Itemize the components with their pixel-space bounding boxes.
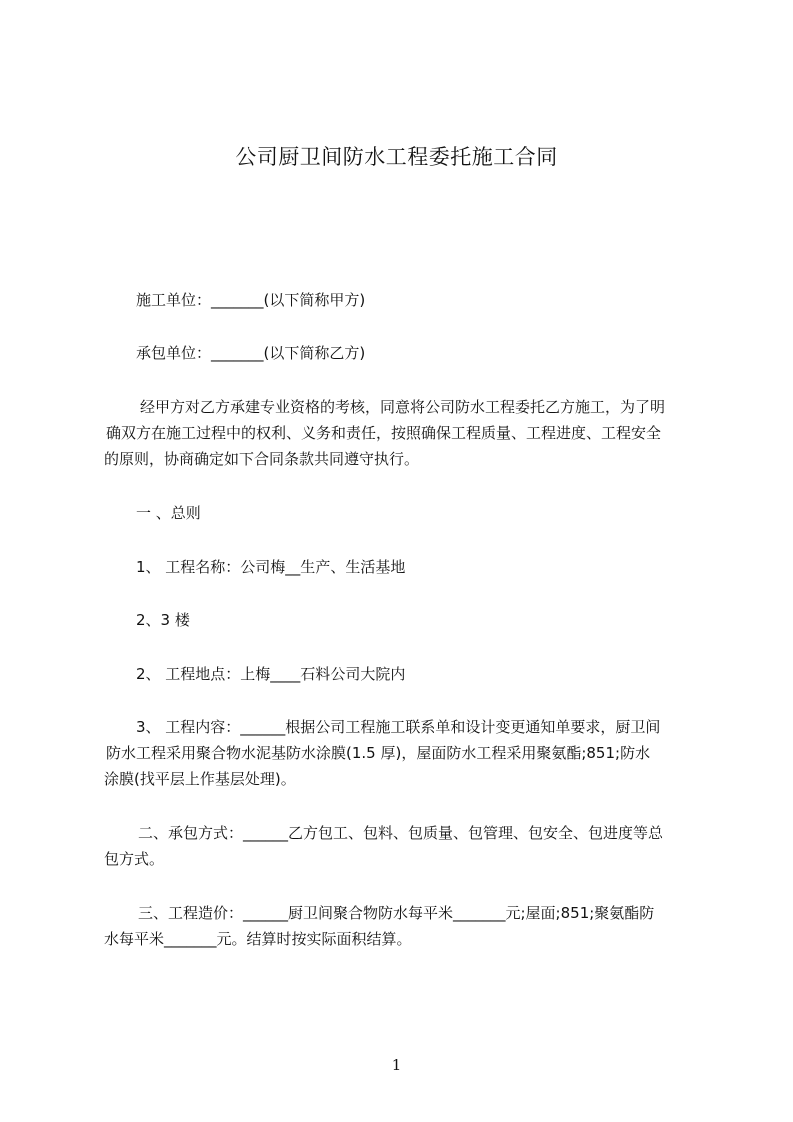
intro-paragraph	[104, 394, 708, 472]
party-a-line: 施工单位：_______(以下简称甲方)	[136, 291, 366, 309]
page-number: 1	[391, 1056, 402, 1074]
clause-3-line-3: 涂膜(找平层上作基层处理)。	[104, 770, 296, 788]
section-2-line-2: 包方式。	[104, 850, 165, 868]
section-2-line-1: 二、承包方式：______乙方包工、包料、包质量、包管理、包安全、包进度等总	[138, 824, 664, 842]
clause-3-line-2: 防水工程采用聚合物水泥基防水涂膜(1.5 厚)，屋面防水工程采用聚氨酯;851;防水	[106, 744, 651, 762]
document-title: 公司厨卫间防水工程委托施工合同	[235, 145, 558, 169]
clause-3-line-1: 3、 工程内容：______根据公司工程施工联系单和设计变更通知单要求，厨卫间	[136, 718, 661, 736]
section-3-line-2: 水每平米_______元。结算时按实际面积结算。	[104, 930, 412, 948]
section-3-line-1: 三、工程造价：______厨卫间聚合物防水每平米_______元;屋面;851;聚氨酯防	[138, 904, 655, 922]
clause-1-continuation: 2、3 楼	[136, 611, 190, 629]
intro-line-3: 的原则，协商确定如下合同条款共同遵守执行。	[104, 450, 420, 468]
clause-2-project-location: 2、 工程地点：上梅____石料公司大院内	[136, 665, 406, 683]
section-3-project-cost	[104, 900, 708, 952]
party-b-line: 承包单位：_______(以下简称乙方)	[136, 344, 366, 362]
intro-line-2: 确双方在施工过程中的权利、义务和责任，按照确保工程质量、工程进度、工程安全	[106, 424, 662, 442]
section-1-heading: 一 、总则	[136, 504, 201, 522]
section-2-contract-mode	[104, 820, 708, 872]
intro-line-1: 经甲方对乙方承建专业资格的考核，同意将公司防水工程委托乙方施工，为了明	[140, 398, 666, 416]
clause-1-project-name: 1、 工程名称：公司梅__生产、生活基地	[136, 558, 406, 576]
clause-3-project-content	[104, 714, 708, 792]
